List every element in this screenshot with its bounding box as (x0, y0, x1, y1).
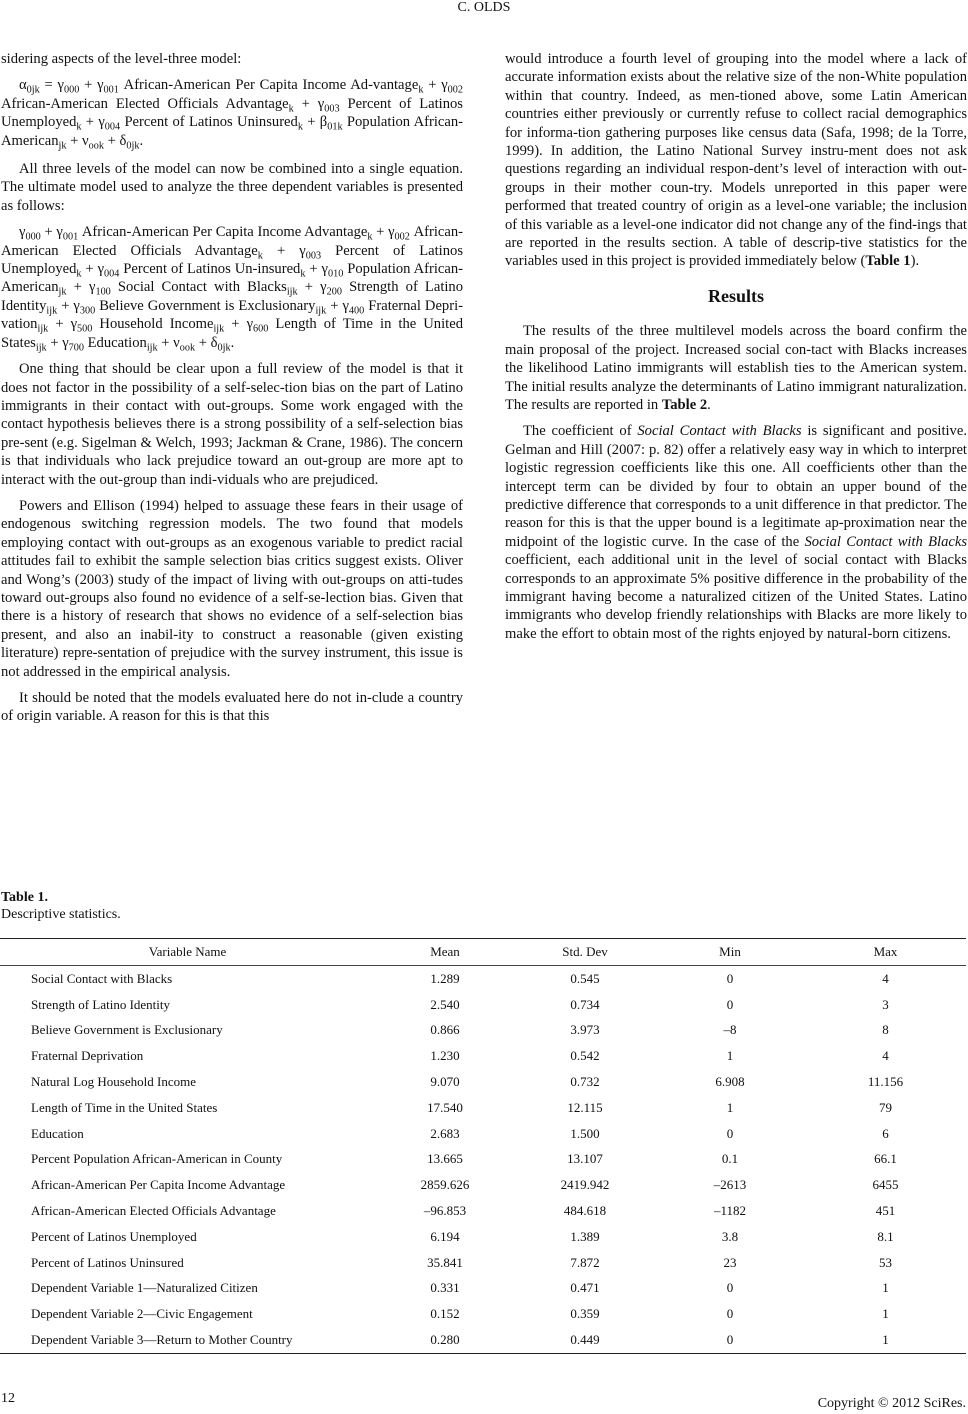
std-dev-cell: 1.389 (570, 1228, 600, 1244)
table-row (0, 1327, 966, 1353)
min-cell: 0 (726, 970, 734, 986)
min-cell: –8 (723, 1022, 737, 1038)
column-header-std-dev: Std. Dev (562, 944, 608, 959)
max-cell: 8 (882, 1022, 889, 1038)
min-cell: 3.8 (721, 1228, 739, 1244)
min-cell: 0 (726, 1332, 734, 1348)
mean-cell: 9.070 (430, 1074, 460, 1090)
std-dev-cell: 0.542 (570, 1048, 600, 1064)
max-cell: 451 (875, 1203, 896, 1219)
column-header-variable-name: Variable Name (148, 944, 227, 959)
variable-name-cell: Percent Population African-American in County (31, 1151, 283, 1167)
std-dev-cell: 13.107 (567, 1151, 603, 1167)
max-cell: 8.1 (877, 1228, 894, 1244)
right-column (505, 50, 967, 651)
page-number: 12 (1, 1391, 15, 1406)
max-cell: 11.156 (867, 1074, 904, 1090)
mean-cell: 0.280 (430, 1332, 460, 1348)
max-cell: 3 (882, 996, 889, 1012)
mean-cell: 17.540 (427, 1099, 463, 1115)
variable-name-cell: Percent of Latinos Unemployed (31, 1228, 197, 1244)
variable-name-cell: Strength of Latino Identity (31, 996, 171, 1012)
table-header-row (0, 939, 966, 966)
equation-combined: $\gamma_{000} + \gamma_{001}$ African-American Per Capita Income Advantage$_k$ + $\gamma_{002}$ African-American Elected Officials Advantage$_k$ + $\gamma_{003}$ Percent of Latinos Unemployed$_k$ + $\gamma_{004}$ Percent of Latinos Un-insured$_k$ + $\gamma_{010}$ Population African-American$_{jk}$ + $\gamma_{100}$ Social Contact with Blacks$_{ijk}$ + $\gamma_{200}$ Strength of Latino Identity$_{ijk}$ + $\gamma_{300}$ Believe Government is Exclusionary$_{ijk}$ + $\gamma_{400}$ Fraternal Depri-vation$_{ijk}$ + $\gamma_{500}$ Household Income$_{ijk}$ + $\gamma_{600}$ Length of Time in the United States$_{ijk}$ + $\gamma_{700}$ Education$_{ijk}$ + $\nu_{ook} + \delta_{0jk}$. (1, 224, 464, 354)
column-header-mean: Mean (430, 944, 460, 959)
descriptive-statistics-table (0, 938, 966, 1354)
table-row (0, 966, 966, 992)
max-cell: 53 (879, 1254, 892, 1270)
table-number: Table 1. (1, 890, 48, 905)
paragraph: Powers and Ellison (1994) helped to assuage these fears in their usage of endogenous switching regression models. The two found that models employing contact with out-groups as an exogenous variable to predict racial attitudes fail to exhibit the sample selection bias critics suggest exists. Oliver and Wong’s (2003) study of the impact of living with out-groups on atti-tudes toward out-groups also found no evidence of a self-se-lection bias. Given that there is a history of research that shows no evidence of a self-selection bias present, and also an inabil-ity to construct a reasonable (given existing literature) repre-sentation of prejudice with the survey instrument, this issue is not addressed in the empirical analysis. (1, 497, 463, 680)
std-dev-cell: 0.545 (570, 970, 600, 986)
max-cell: 1 (882, 1332, 889, 1348)
variable-name-cell: Education (31, 1125, 84, 1141)
max-cell: 4 (882, 1048, 889, 1064)
max-cell: 66.1 (874, 1151, 897, 1167)
mean-cell: 1.289 (430, 970, 460, 986)
min-cell: 0 (726, 1280, 734, 1296)
variable-name-cell: Percent of Latinos Uninsured (31, 1254, 184, 1270)
table-reference[interactable]: Table 2 (661, 396, 708, 413)
mean-cell: 1.230 (430, 1048, 460, 1064)
mean-cell: 0.866 (430, 1022, 460, 1038)
min-cell: 1 (726, 1048, 734, 1064)
std-dev-cell: 0.732 (570, 1074, 600, 1090)
min-cell: 0 (726, 996, 734, 1012)
copyright-notice: Copyright © 2012 SciRes. (817, 1396, 966, 1411)
max-cell: 6455 (872, 1177, 899, 1193)
std-dev-cell: 12.115 (567, 1099, 603, 1115)
variable-name-cell: Believe Government is Exclusionary (31, 1022, 223, 1038)
mean-cell: 13.665 (427, 1151, 463, 1167)
table-row (0, 1224, 966, 1250)
variable-name-cell: Social Contact with Blacks (31, 970, 173, 986)
min-cell: 6.908 (715, 1074, 745, 1090)
paragraph: The coefficient of Social Contact with Blacks is significant and positive. Gelman and Hill (2007: p. 82) offer a relatively easy way in which to interpret logistic regression coefficients like this one. All coefficients other than the intercept term can be divided by four to obtain an upper bound of the predictive difference that corresponds to a unit difference in that predictor. The reason for this is that the upper bound is a legitimate ap-proximation near the midpoint of the logistic curve. In the case of the Social Contact with Blacks coefficient, each additional unit in the level of social contact with Blacks corresponds to an approximate 5% positive difference in the probability of the immigrant having become a naturalized citizen of the United States. Latino immigrants who develop friendly relationships with Blacks are more likely to make the effort to obtain most of the rights enjoyed by natural-born citizens. (505, 423, 967, 642)
mean-cell: 0.331 (430, 1280, 460, 1296)
table-row (0, 1250, 966, 1276)
std-dev-cell: 0.471 (570, 1280, 600, 1296)
std-dev-cell: 0.359 (570, 1306, 600, 1322)
min-cell: 0 (726, 1125, 734, 1141)
mean-cell: 2.540 (430, 996, 460, 1012)
std-dev-cell: 0.734 (570, 996, 600, 1012)
max-cell: 4 (882, 970, 889, 986)
mean-cell: 2.683 (430, 1125, 460, 1141)
running-head: C. OLDS (457, 0, 511, 15)
mean-cell: 2859.626 (420, 1177, 470, 1193)
table-reference[interactable]: Table 1 (865, 253, 911, 270)
paragraph: One thing that should be clear upon a full review of the model is that it does not factor in the possibility of a self-selec-tion bias on the part of Latino immigrants in their contact with out-groups. Some work engaged with the contact hypothesis believes there is a strong possibility of a self-selection bias pre-sent (e.g. Sigelman & Welch, 1993; Jackman & Crane, 1986). The concern is that individuals who lack prejudice toward an out-group are more apt to interact with the out-group than indi-viduals who are prejudiced. (1, 361, 463, 488)
min-cell: 0 (726, 1306, 734, 1322)
std-dev-cell: 0.449 (570, 1332, 600, 1348)
std-dev-cell: 1.500 (570, 1125, 600, 1141)
variable-name-cell: Natural Log Household Income (31, 1074, 196, 1090)
min-cell: 0.1 (721, 1151, 739, 1167)
max-cell: 79 (879, 1099, 892, 1115)
table-row (0, 1018, 966, 1044)
mean-cell: 0.152 (430, 1306, 460, 1322)
table-row (0, 1043, 966, 1069)
mean-cell: 6.194 (430, 1228, 460, 1244)
std-dev-cell: 3.973 (570, 1022, 600, 1038)
variable-name-cell: African-American Per Capita Income Advantage (31, 1177, 286, 1193)
column-header-max: Max (873, 944, 898, 959)
table-row (0, 1276, 966, 1302)
variable-name-cell: Dependent Variable 3—Return to Mother Country (31, 1332, 293, 1348)
min-cell: –2613 (713, 1177, 747, 1193)
equation-level-three: $\alpha_{0jk} = \gamma_{000} + \gamma_{001}$ African-American Per Capita Income Ad-vantage$_k$ + $\gamma_{002}$ African-American Elected Officials Advantage$_k$ + $\gamma_{003}$ Percent of Latinos Unemployed$_k$ + $\gamma_{004}$ Percent of Latinos Uninsured$_k$ + $\beta_{01k}$ Population African-American$_{jk}$ + $\nu_{ook} + \delta_{0jk}$. (1, 77, 464, 152)
variable-name-cell: African-American Elected Officials Advantage (31, 1203, 276, 1219)
std-dev-cell: 2419.942 (560, 1177, 610, 1193)
paragraph: would introduce a fourth level of grouping into the model where a lack of accurate information exists about the relative size of the non-White population within that country. Indeed, as men-tioned above, some Latin American countries either previously or currently refuse to collect racial demographics for informa-tion gathering purposes like census data (Safa, 1998; de la Torre, 1999). In addition, the Latino National Survey instru-ment does not ask questions regarding an individual respon-dent’s level of interaction with out-groups in their mother coun-try. Models unreported in this paper were performed that treated country of origin as a level-one variable; the inclusion of this variable as a level-one indicator did not change any of the find-ings that are reported in the results section. A table of descrip-tive statistics for the variables used in this project is provided immediately below (Table 1). (505, 51, 967, 270)
std-dev-cell: 7.872 (570, 1254, 600, 1270)
table-row (0, 1095, 966, 1121)
std-dev-cell: 484.618 (563, 1203, 607, 1219)
table-body (0, 966, 966, 1354)
table-row (0, 1069, 966, 1095)
table-row (0, 1147, 966, 1173)
variable-name-cell: Dependent Variable 1—Naturalized Citizen (31, 1280, 258, 1296)
table-description: Descriptive statistics. (1, 907, 121, 922)
paragraph: It should be noted that the models evaluated here do not in-clude a country of origin variable. A reason for this is that this (1, 690, 463, 725)
max-cell: 1 (882, 1306, 889, 1322)
mean-cell: –96.853 (423, 1203, 467, 1219)
variable-name-cell: Length of Time in the United States (31, 1099, 218, 1115)
min-cell: 23 (723, 1254, 737, 1270)
paragraph: sidering aspects of the level-three model: (1, 51, 242, 67)
max-cell: 6 (882, 1125, 889, 1141)
left-column (1, 50, 463, 734)
table-row (0, 1198, 966, 1224)
variable-name-cell: Fraternal Deprivation (31, 1048, 144, 1064)
paragraph: The results of the three multilevel models across the board confirm the main proposal of the project. Increased social con-tact with Blacks increases the likelihood Latino immigrants will establish ties to the American system. The initial results analyze the determinants of Latino immigrant naturalization. The results are reported in Table 2. (505, 323, 967, 413)
max-cell: 1 (882, 1280, 889, 1296)
paragraph: All three levels of the model can now be combined into a single equation. The ultimate model used to analyze the three dependent variables is presented as follows: (1, 161, 463, 214)
mean-cell: 35.841 (427, 1254, 463, 1270)
table-row (0, 1301, 966, 1327)
min-cell: 1 (726, 1099, 734, 1115)
section-heading: Results (707, 285, 764, 306)
variable-name-cell: Dependent Variable 2—Civic Engagement (31, 1306, 253, 1322)
table-row (0, 992, 966, 1018)
table-row (0, 1121, 966, 1147)
table-row (0, 1172, 966, 1198)
column-header-min: Min (719, 944, 741, 959)
table-caption (1, 889, 121, 923)
min-cell: –1182 (713, 1203, 747, 1219)
